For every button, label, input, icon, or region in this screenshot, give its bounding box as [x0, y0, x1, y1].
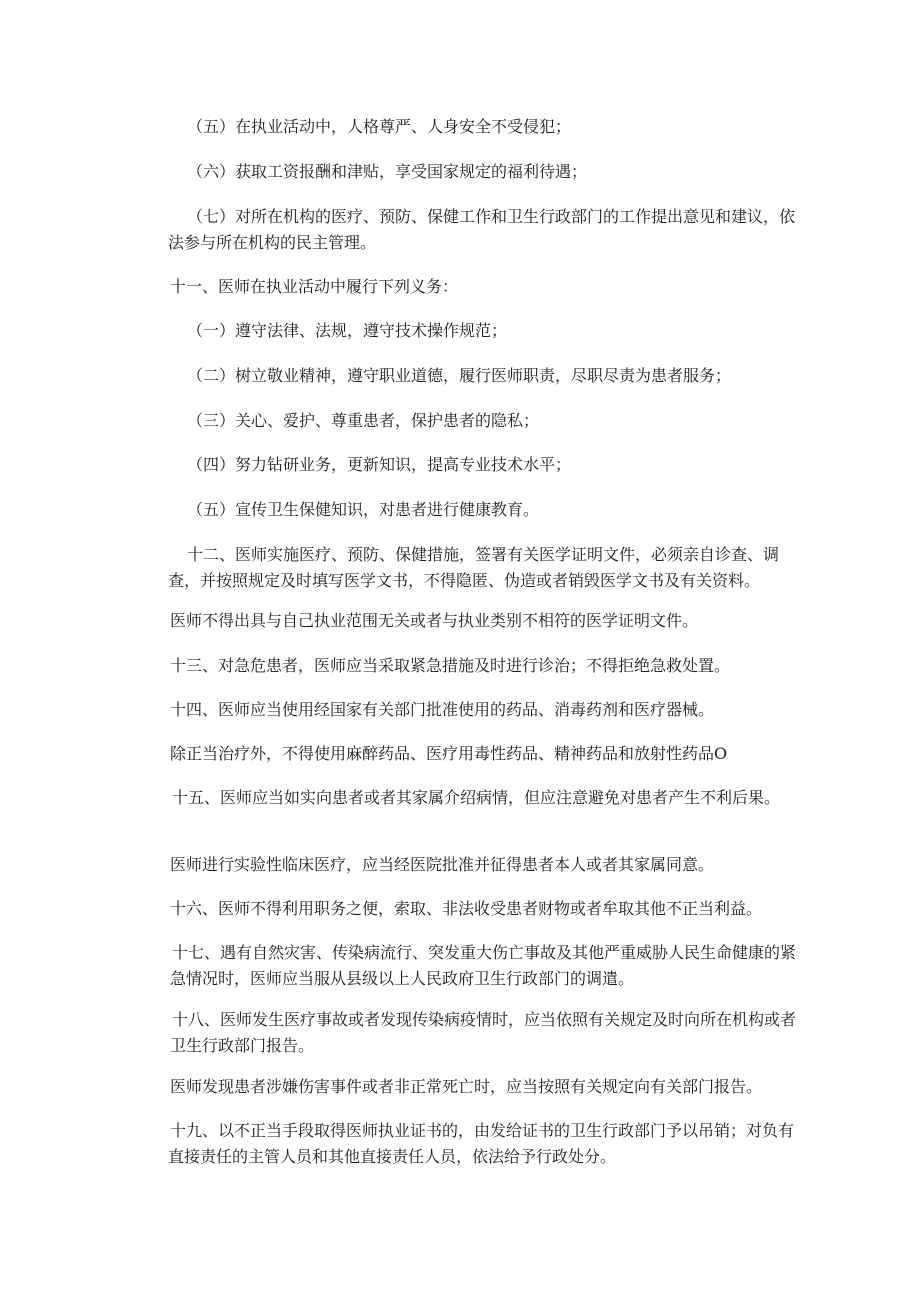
paragraph-article-14: 十四、医师应当使用经国家有关部门批准使用的药品、消毒药剂和医疗器械。 [170, 700, 715, 719]
paragraph-duty-3: （三）关心、爱护、尊重患者，保护患者的隐私； [187, 411, 540, 430]
paragraph-article-17: 十七、遇有自然灾害、传染病流行、突发重大伤亡事故及其他严重威胁人民生命健康的紧急情况时，医师应当服从县级以上人民政府卫生行政部门的调遣。 [170, 943, 797, 988]
paragraph-duty-5: （五）宣传卫生保健知识，对患者进行健康教育。 [187, 500, 540, 519]
paragraph-right-7: （七）对所在机构的医疗、预防、保健工作和卫生行政部门的工作提出意见和建议，依法参与所在机构的民主管理。 [168, 207, 796, 252]
paragraph-right-6: （六）获取工资报酬和津贴，享受国家规定的福利待遇； [187, 162, 588, 181]
paragraph-duty-1: （一）遵守法律、法规，遵守技术操作规范； [187, 321, 508, 340]
paragraph-article-15-note: 医师进行实验性临床医疗，应当经医院批准并征得患者本人或者其家属同意。 [170, 855, 715, 874]
paragraph-article-12-note: 医师不得出具与自己执业范围无关或者与执业类别不相符的医学证明文件。 [170, 611, 699, 630]
paragraph-article-16: 十六、医师不得利用职务之便，索取、非法收受患者财物或者牟取其他不正当利益。 [170, 899, 763, 918]
paragraph-article-18-note: 医师发现患者涉嫌伤害事件或者非正常死亡时，应当按照有关规定向有关部门报告。 [170, 1077, 763, 1096]
paragraph-article-11: 十一、医师在执业活动中履行下列义务： [170, 277, 459, 296]
paragraph-duty-2: （二）树立敬业精神，遵守职业道德，履行医师职责，尽职尽责为患者服务； [187, 366, 732, 385]
paragraph-article-13: 十三、对急危患者，医师应当采取紧急措施及时进行诊治；不得拒绝急救处置。 [170, 656, 731, 675]
paragraph-article-15: 十五、医师应当如实向患者或者其家属介绍病情，但应注意避免对患者产生不利后果。 [172, 788, 781, 807]
paragraph-duty-4: （四）努力钻研业务，更新知识，提高专业技术水平； [187, 455, 572, 474]
paragraph-article-19: 十九、以不正当手段取得医师执业证书的，由发给证书的卫生行政部门予以吊销；对负有直接责任的主管人员和其他直接责任人员，依法给予行政处分。 [168, 1121, 795, 1166]
paragraph-article-18: 十八、医师发生医疗事故或者发现传染病疫情时，应当依照有关规定及时向所在机构或者卫生行政部门报告。 [170, 1010, 797, 1055]
paragraph-right-5: （五）在执业活动中，人格尊严、人身安全不受侵犯； [187, 117, 572, 136]
paragraph-article-14-note: 除正当治疗外，不得使用麻醉药品、医疗用毒性药品、精神药品和放射性药品O [170, 744, 728, 763]
paragraph-article-12: 十二、医师实施医疗、预防、保健措施，签署有关医学证明文件，必须亲自诊查、调查，并按照规定及时填写医学文书，不得隐匿、伪造或者销毁医学文书及有关资料。 [168, 545, 780, 590]
